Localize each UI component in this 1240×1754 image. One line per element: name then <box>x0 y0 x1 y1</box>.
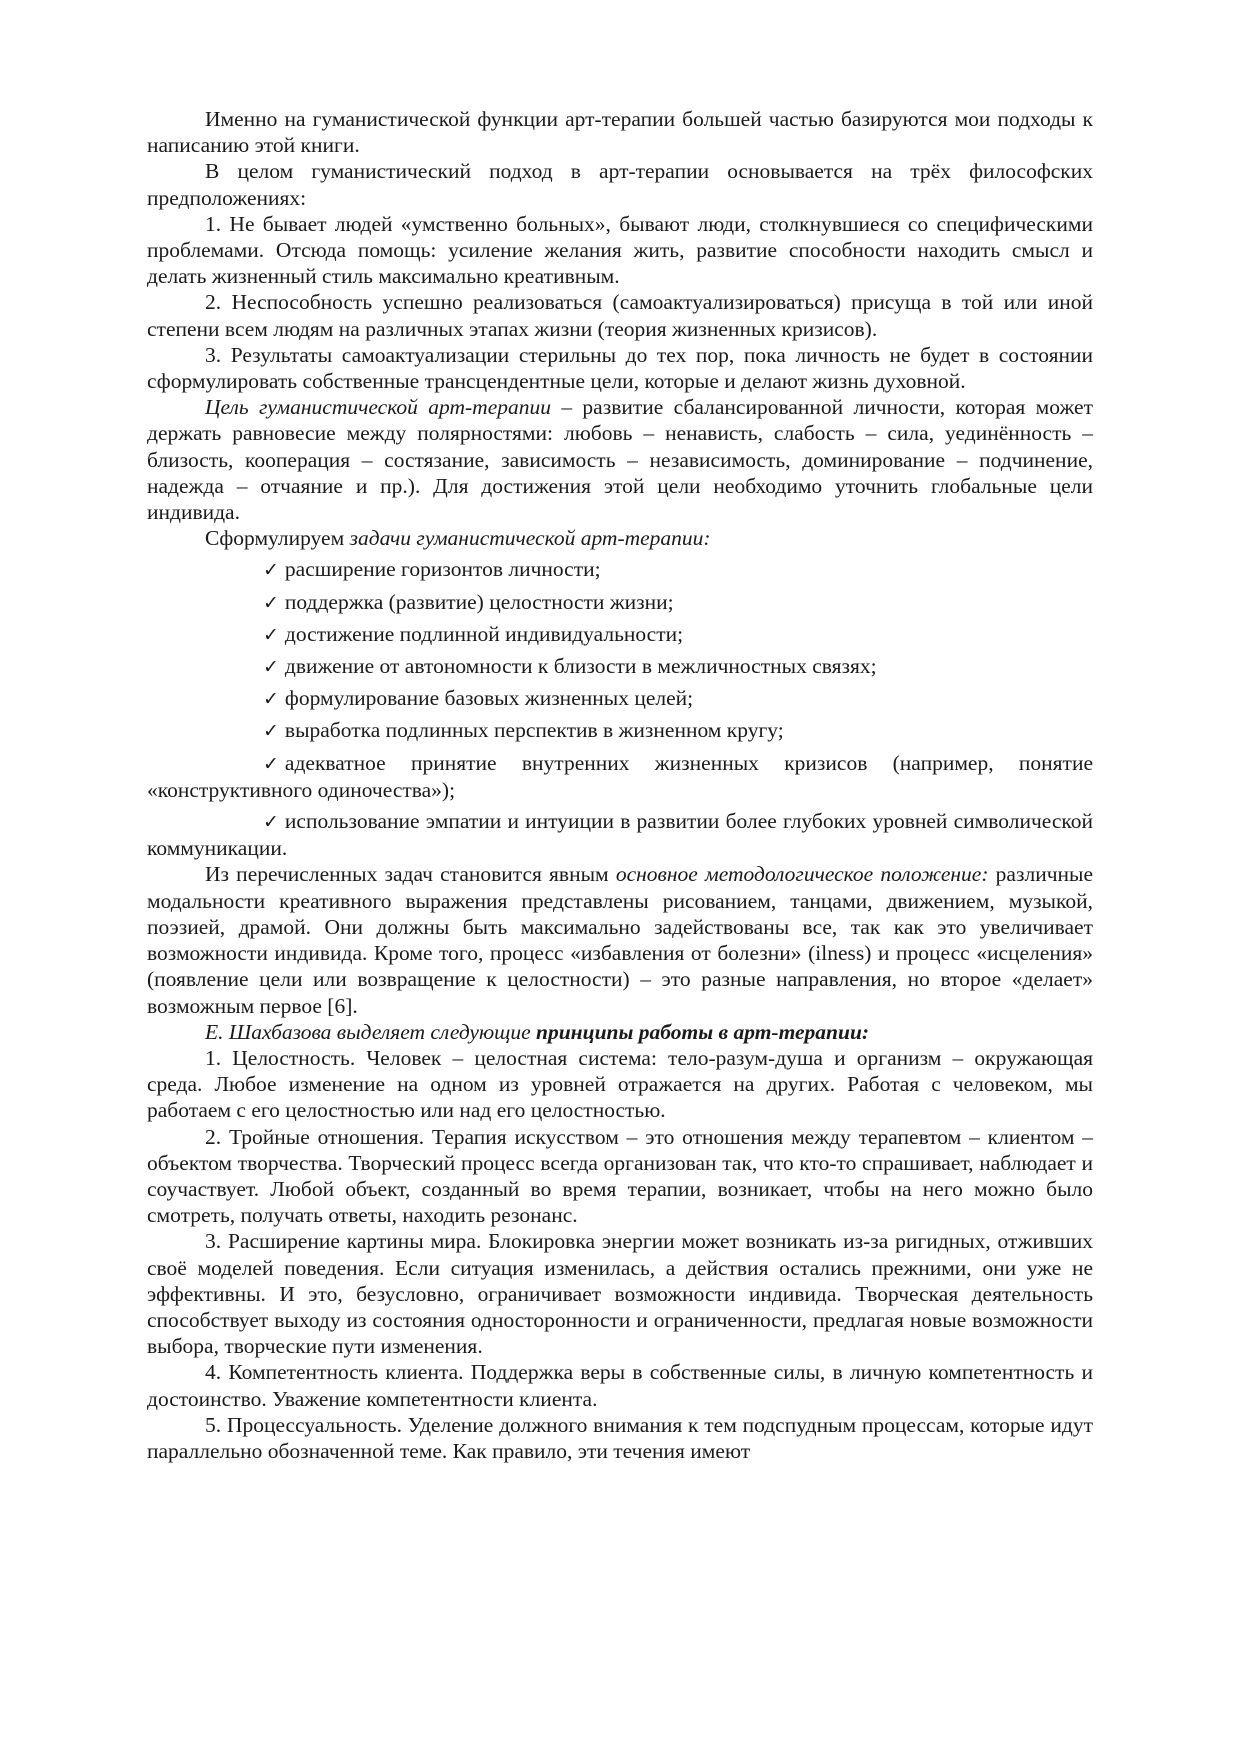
checkmark-icon: ✓ <box>263 591 279 614</box>
methodology-lead: Из перечисленных задач становится явным <box>205 862 616 887</box>
principle-item: 3. Расширение картины мира. Блокировка энергии может возникать из-за ригидных, отживших своё моделей поведения. Если ситуация изменилась, а действия остались прежними, они уже не эффективны. И это, безусловно, ограничивает возможности индивида. Творческая деятельность способствует выходу из состояния односторонности и ограниченности, предлагая новые возможности выбора, творческие пути изменения. <box>147 1229 1093 1359</box>
task-item <box>147 556 1093 583</box>
task-text: движение от автономности к близости в межличностных связях; <box>284 654 877 679</box>
paragraph-tasks-lead <box>147 525 1093 551</box>
task-text: формулирование базовых жизненных целей; <box>284 686 694 711</box>
task-item <box>147 808 1093 861</box>
task-item <box>147 750 1093 803</box>
checkmark-icon: ✓ <box>263 688 279 711</box>
checkmark-icon: ✓ <box>263 811 279 834</box>
goal-term: Цель гуманистической арт-терапии <box>205 395 551 420</box>
assumption-2: 2. Неспособность успешно реализоваться (самоактуализироваться) присуща в той или иной степени всем людям на различных этапах жизни (теория жизненных кризисов). <box>147 290 1093 341</box>
principles-heading: принципы работы в арт-терапии: <box>536 1019 870 1044</box>
task-text: расширение горизонтов личности; <box>284 557 601 582</box>
tasks-lead-text: Сформулируем <box>205 526 350 551</box>
methodology-term: основное методологическое положение: <box>615 862 989 887</box>
principle-item: 5. Процессуальность. Уделение должного внимания к тем подспудным процессам, которые идут параллельно обозначенной теме. Как правило, эти течения имеют <box>147 1412 1093 1463</box>
document-page <box>147 106 1093 1464</box>
principle-item: 1. Целостность. Человек – целостная система: тело-разум-душа и организм – окружающая среда. Любое изменение на одном из уровней отражается на других. Работая с человеком, мы работаем с его целостностью или над его целостностью. <box>147 1045 1093 1123</box>
checkmark-icon: ✓ <box>263 559 279 582</box>
task-text: поддержка (развитие) целостности жизни; <box>284 589 674 614</box>
task-text: достижение подлинной индивидуальности; <box>284 621 684 646</box>
principles-author: Е. Шахбазова выделяет следующие <box>205 1019 537 1044</box>
paragraph-methodology <box>147 861 1093 1018</box>
goal-definition: – развитие сбалансированной личности, которая может держать равновесие между полярностями: любовь – ненависть, слабость – сила, уединённость – близость, кооперация – состязание, зависимость – независимость, доминирование – подчинение, надежда – отчаяние и пр.). Для достижения этой цели необходимо уточнить глобальные цели индивида. <box>147 395 1093 525</box>
principle-item: 2. Тройные отношения. Терапия искусством – это отношения между терапевтом – клиентом – объектом творчества. Творческий процесс всегда организован так, что кто-то спрашивает, наблюдает и соучаствует. Любой объект, созданный во время терапии, возникает, чтобы на него можно было смотреть, получать ответы, находить резонанс. <box>147 1124 1093 1228</box>
paragraph-assumptions-lead: В целом гуманистический подход в арт-терапии основывается на трёх философских предположениях: <box>147 159 1093 210</box>
task-item <box>147 621 1093 648</box>
task-item <box>147 685 1093 712</box>
task-text: использование эмпатии и интуиции в развитии более глубоких уровней символической коммуникации. <box>147 809 1093 861</box>
checkmark-icon: ✓ <box>263 752 279 775</box>
methodology-text: различные модальности креативного выражения представлены рисованием, танцами, движением, музыкой, поэзией, драмой. Они должны быть максимально задействованы все, так как это увеличивает возможности индивида. Кроме того, процесс «избавления от болезни» (ilness) и процесс «исцеления» (появление цели или возвращение к целостности) – это разные направления, но второе «делает» возможным первое [6]. <box>147 862 1094 1018</box>
task-item <box>147 653 1093 680</box>
paragraph-goal <box>147 394 1093 525</box>
principle-item: 4. Компетентность клиента. Поддержка веры в собственные силы, в личную компетентность и достоинство. Уважение компетентности клиента. <box>147 1360 1093 1411</box>
task-text: адекватное принятие внутренних жизненных кризисов (например, понятие «конструктивного одиночества»); <box>147 750 1093 802</box>
checkmark-icon: ✓ <box>263 623 279 646</box>
task-item <box>147 717 1093 744</box>
task-item <box>147 589 1093 616</box>
assumption-1: 1. Не бывает людей «умственно больных», бывают люди, столкнувшиеся со специфическими проблемами. Отсюда помощь: усиление желания жить, развитие способности находить смысл и делать жизненный стиль максимально креативным. <box>147 211 1093 289</box>
checkmark-icon: ✓ <box>263 720 279 743</box>
checkmark-icon: ✓ <box>263 656 279 679</box>
assumption-3: 3. Результаты самоактуализации стерильны до тех пор, пока личность не будет в состоянии сформулировать собственные трансцендентные цели, которые и делают жизнь духовной. <box>147 342 1093 394</box>
tasks-lead-term: задачи гуманистической арт-терапии: <box>349 526 711 551</box>
task-text: выработка подлинных перспектив в жизненном кругу; <box>284 718 784 743</box>
paragraph-principles-lead <box>147 1019 1093 1045</box>
paragraph-intro: Именно на гуманистической функции арт-терапии большей частью базируются мои подходы к написанию этой книги. <box>147 107 1093 158</box>
